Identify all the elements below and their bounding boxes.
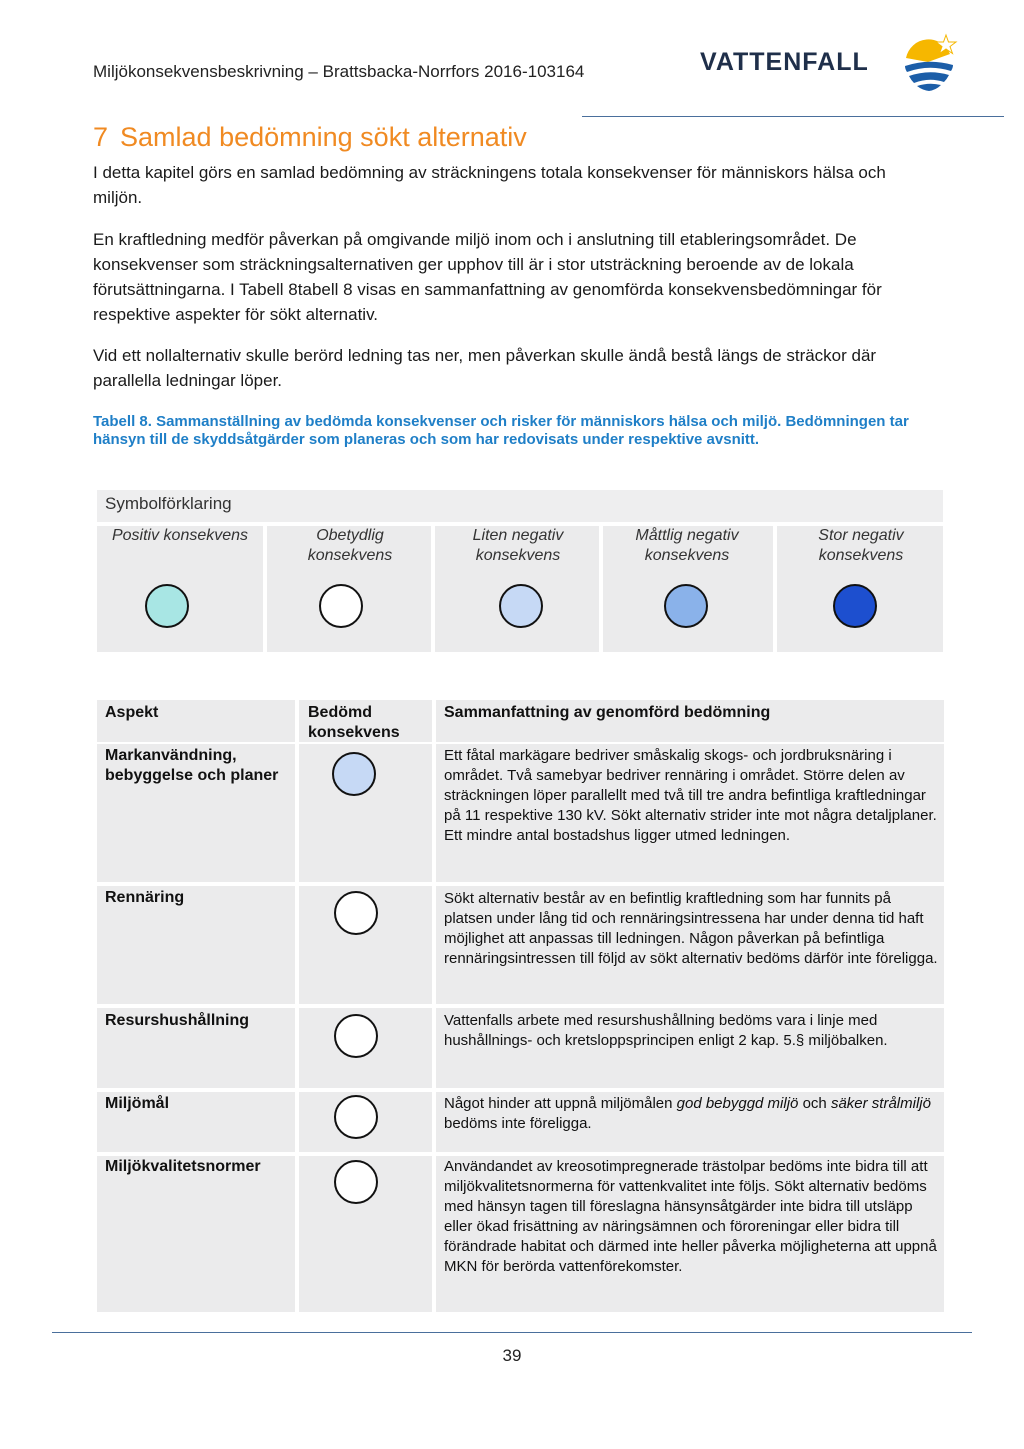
table-row-summary: Ett fåtal markägare bedriver småskalig skogs- och jordbruksnäring i området. Två samebyar bedriver rennäring i området. Större delen av sträckningen löper parallellt med två till tre andra befintliga kraftledningar på 11 respektive 130 kV. Sökt alternativ strider inte mot några detaljplaner. Ett mindre antal bostadshus ligger utmed ledningen. <box>444 747 937 844</box>
table-row-aspect: Markanvändning, bebyggelse och planer <box>105 747 279 784</box>
vattenfall-logo-icon <box>898 32 960 94</box>
assessment-circle-negligible <box>334 1160 378 1204</box>
logo-text: VATTENFALL <box>700 48 869 76</box>
legend-item-moderate-negative <box>603 526 773 652</box>
legend-item-large-negative <box>777 526 943 652</box>
footer-divider <box>52 1332 972 1333</box>
table-row-summary: Något hinder att uppnå miljömålen god bebyggd miljö och säker strålmiljö bedöms inte föreligga. <box>444 1095 931 1132</box>
table-header-assessment: Bedömd konsekvens <box>308 704 400 741</box>
page-number: 39 <box>502 1346 522 1365</box>
legend-circle-moderate-negative <box>664 584 708 628</box>
assessment-circle-small-negative <box>332 752 376 796</box>
legend-label: Obetydlig konsekvens <box>307 527 393 564</box>
table-row-summary: Vattenfalls arbete med resurshushållning bedöms vara i linje med hushållnings- och kretsloppsprincipen enligt 2 kap. 5.§ miljöbalken. <box>444 1012 888 1049</box>
table-row-aspect: Rennäring <box>105 889 185 906</box>
legend-circle-large-negative <box>833 584 877 628</box>
assessment-circle-negligible <box>334 1095 378 1139</box>
intro-paragraph: I detta kapitel görs en samlad bedömning av sträckningens totala konsekvenser för människors hälsa och miljön. <box>93 163 886 207</box>
legend-item-positive <box>97 526 263 652</box>
legend-title: Symbolförklaring <box>97 490 943 522</box>
header-divider <box>582 116 1004 117</box>
table-caption: Tabell 8. Sammanställning av bedömda konsekvenser och risker för människors hälsa och miljö. Bedömningen tar hänsyn till de skyddsåtgärder som planeras och som har redovisats under respektive avsnitt. <box>93 413 909 448</box>
symbol-legend <box>97 490 943 652</box>
table-row-aspect: Resurshushållning <box>105 1012 250 1029</box>
assessment-circle-negligible <box>334 1014 378 1058</box>
section-number: 7 <box>93 122 109 152</box>
legend-label: Positiv konsekvens <box>111 527 249 544</box>
legend-label: Måttlig negativ konsekvens <box>635 527 739 564</box>
vattenfall-logo <box>700 32 960 94</box>
table-header-summary: Sammanfattning av genomförd bedömning <box>444 704 771 721</box>
table-row-summary: Användandet av kreosotimpregnerade trästolpar bedöms inte bidra till att miljökvalitetsnormerna för vattenkvalitet inte följs. Sökt alternativ bedöms med hänsyn tagen till föreslagna hänsynsåtgärder inte bidra till utsläpp eller ökad frisättning av näringsämnen och föroreningar eller bidra till förändrade habitat och därmed inte heller påverka möjligheterna att uppnå MKN för berörda vattenförekomster. <box>444 1158 937 1275</box>
legend-label: Stor negativ konsekvens <box>818 527 904 564</box>
table-row-aspect: Miljökvalitetsnormer <box>105 1158 261 1175</box>
legend-label: Liten negativ konsekvens <box>472 527 564 564</box>
body-paragraph-2: Vid ett nollalternativ skulle berörd ledning tas ner, men påverkan skulle ändå bestå längs de sträckor där parallella ledningar löper. <box>93 346 877 390</box>
section-heading <box>93 122 527 153</box>
legend-circle-small-negative <box>499 584 543 628</box>
assessment-circle-negligible <box>334 891 378 935</box>
table-row-summary: Sökt alternativ består av en befintlig kraftledning som har funnits på platsen under lång tid och rennäringsintressena har under denna tid haft möjlighet att anpassas till ledningen. Någon påverkan på befintliga rennäringsintressen till följd av sökt alternativ bedöms därför inte föreligga. <box>444 890 938 967</box>
body-paragraph-1: En kraftledning medför påverkan på omgivande miljö inom och i anslutning till etableringsområdet. De konsekvenser som sträckningsalternativen ger upphov till är i stor utsträckning beroende av de lokala förutsättningarna. I Tabell 8tabell 8 visas en sammanfattning av genomförda konsekvensbedömningar för respektive aspekter för sökt alternativ. <box>93 230 882 324</box>
legend-item-small-negative <box>435 526 599 652</box>
legend-item-negligible <box>267 526 431 652</box>
legend-circle-positive <box>145 584 189 628</box>
document-header-title: Miljökonsekvensbeskrivning – Brattsbacka-Norrfors 2016-103164 <box>93 62 585 81</box>
table-row-aspect: Miljömål <box>105 1095 170 1112</box>
table-header-aspect: Aspekt <box>105 704 159 721</box>
legend-circle-negligible <box>319 584 363 628</box>
section-title: Samlad bedömning sökt alternativ <box>120 122 527 152</box>
